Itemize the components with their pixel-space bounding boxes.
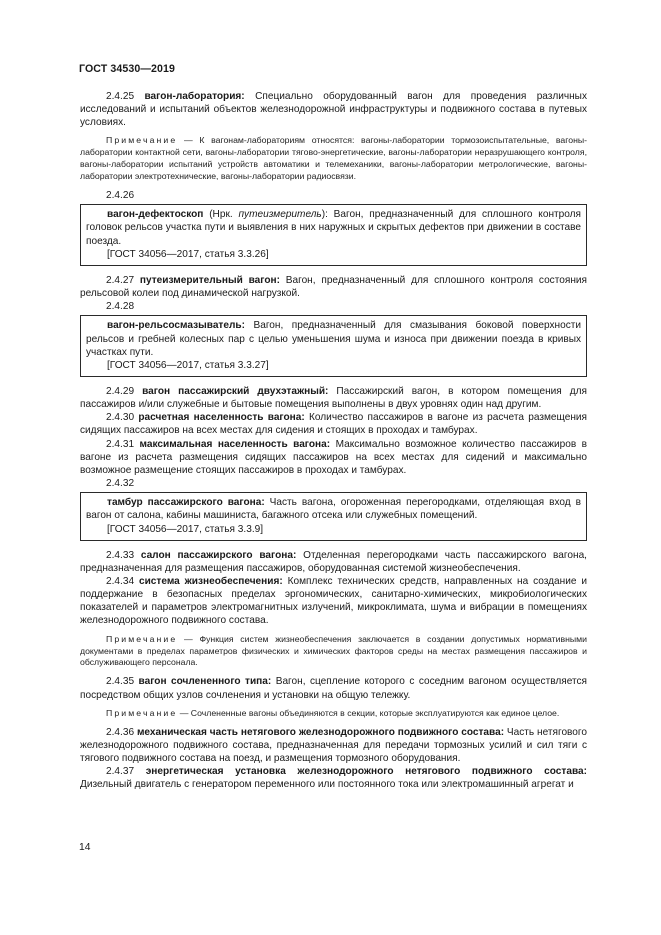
entry-number: 2.4.35 bbox=[106, 676, 135, 688]
entry-pre: (Нрк. bbox=[203, 209, 239, 221]
entry-term: энергетическая установка железнодорожного нетягового подвижного состава: bbox=[145, 766, 588, 778]
entry-2-4-34 bbox=[80, 575, 587, 628]
entry-definition: Часть нетягового железнодорожного подвижного состава, предназначенная для передачи тормозных усилий и сил тяги с тягового подвижного состава на поезд, и размещения тормозного оборудования. bbox=[80, 726, 587, 764]
entry-2-4-31 bbox=[80, 438, 587, 477]
note-label: Примечание bbox=[106, 135, 178, 146]
boxed-definition-2-4-28 bbox=[80, 315, 587, 377]
entry-number: 2.4.33 bbox=[106, 549, 135, 561]
entry-2-4-28 bbox=[86, 319, 581, 358]
note-2-4-34 bbox=[80, 634, 587, 670]
page-header: ГОСТ 34530—2019 bbox=[79, 63, 176, 75]
note-text: — Сочлененные вагоны объединяются в секции, которые эксплуатируются как единое целое. bbox=[177, 707, 560, 718]
entry-definition: Дизельный двигатель с генератором переменного или постоянного тока или электромашинный агрегат и bbox=[80, 779, 574, 791]
entry-number: 2.4.31 bbox=[106, 438, 135, 450]
note-2-4-35 bbox=[80, 708, 587, 720]
entry-term: вагон-рельсосмазыватель: bbox=[107, 320, 245, 332]
entry-2-4-30 bbox=[80, 411, 587, 437]
entry-2-4-26 bbox=[86, 208, 581, 247]
entry-number: 2.4.25 bbox=[106, 91, 135, 102]
entry-term: механическая часть нетягового железнодорожного подвижного состава: bbox=[136, 726, 505, 738]
entry-source: [ГОСТ 34056—2017, статья 3.3.9] bbox=[107, 523, 264, 535]
entry-term: путеизмерительный вагон: bbox=[139, 274, 280, 286]
entry-number: 2.4.37 bbox=[106, 766, 135, 778]
entry-term: салон пассажирского вагона: bbox=[140, 549, 297, 561]
entry-term: вагон пассажирский двухэтажный: bbox=[142, 385, 329, 397]
entry-term: вагон-дефектоскоп bbox=[107, 209, 204, 221]
entry-term: вагон-лаборатория: bbox=[144, 91, 245, 102]
entry-number-2-4-32: 2.4.32 bbox=[106, 478, 135, 490]
entry-definition: Комплекс технических средств, направленных на создание и поддержание в безопасных пределах эргономических, санитарно-химических, микробиологических показателей и параметров электромагнитных излучений, микроклимата, шума и вибрации в помещениях железнодорожного подвижного состава. bbox=[80, 576, 587, 627]
entry-term: максимальная населенность вагона: bbox=[139, 438, 331, 450]
entry-number: 2.4.34 bbox=[106, 576, 135, 587]
entry-term: система жизнеобеспечения: bbox=[138, 576, 283, 587]
entry-source: [ГОСТ 34056—2017, статья 3.3.27] bbox=[107, 359, 269, 371]
entry-source: [ГОСТ 34056—2017, статья 3.3.26] bbox=[107, 248, 269, 260]
entry-number: 2.4.29 bbox=[106, 385, 135, 397]
entry-2-4-32 bbox=[86, 496, 581, 522]
entry-definition: ): Вагон, предназначенный для сплошного контроля головок рельсов участка пути и выявления в них наружных и скрытых дефектов при движении в составе поезда. bbox=[86, 209, 581, 247]
entry-alt-term: путеизмеритель bbox=[238, 209, 322, 221]
boxed-definition-2-4-26 bbox=[80, 204, 587, 266]
note-text: — К вагонам-лабораториям относятся: вагоны-лаборатории тормозоиспытательные, вагоны-лаборатории контактной сети, вагоны-лаборатории тягово-энергетические, вагоны-лаборатории неразрушающего контроля, вагоны-лаборатории испытаний устройств автоматики и телемеханики, вагоны-лаборатории метрологические, вагоны-лаборатории электротехнические, вагоны-лаборатории радиосвязи. bbox=[80, 135, 587, 182]
entry-definition: Специально оборудованный вагон для проведения различных исследований и испытаний объектов железнодорожной инфраструктуры и подвижного состава в путевых условиях. bbox=[80, 91, 587, 129]
note-2-4-25 bbox=[80, 135, 587, 183]
entry-2-4-35 bbox=[80, 675, 587, 701]
entry-number-2-4-28: 2.4.28 bbox=[106, 301, 135, 313]
entry-definition: Вагон, предназначенный для смазывания боковой поверхности рельсов и гребней колесных пар с целью уменьшения шума и износа при движении поезда в кривых участках пути. bbox=[86, 320, 581, 358]
entry-definition: Часть вагона, огороженная перегородками, отделяющая вход в вагон от салона, кабины машиниста, багажного отсека или служебных помещений. bbox=[86, 497, 581, 522]
entry-definition: Пассажирский вагон, в котором помещения для пассажиров и/или служебные и бытовые помещения выполнены в двух уровнях один над другим. bbox=[80, 385, 588, 411]
entry-definition: Вагон, сцепление которого с соседним вагоном осуществляется посредством общих узлов сочленения и установки на общую тележку. bbox=[80, 676, 588, 701]
entry-term: вагон сочлененного типа: bbox=[138, 676, 272, 688]
entry-definition: Отделенная перегородками часть пассажирского вагона, предназначенная для размещения пассажиров, оборудованная системой жизнеобеспечения. bbox=[80, 549, 587, 574]
entry-2-4-25 bbox=[80, 90, 587, 129]
note-label: Примечание bbox=[106, 633, 178, 644]
entry-2-4-37 bbox=[80, 765, 587, 791]
entry-2-4-33 bbox=[80, 549, 587, 575]
entry-2-4-29 bbox=[80, 385, 587, 411]
entry-definition: Максимально возможное количество пассажиров в вагоне из расчета размещения сидящих пассажиров на всех местах для сидений и максимально возможное размещение стоящих пассажиров в проходах и тамбурах. bbox=[80, 438, 587, 476]
entry-number: 2.4.36 bbox=[106, 726, 135, 738]
note-text: — Функция систем жизнеобеспечения заключается в создании допустимых нормативными документами в пределах параметров физических и химических факторов среды на местах размещения пассажиров и обслуживающего персонала. bbox=[80, 633, 587, 668]
page-number: 14 bbox=[79, 842, 91, 853]
entry-number: 2.4.27 bbox=[106, 274, 135, 286]
entry-number-2-4-26: 2.4.26 bbox=[106, 190, 135, 202]
entry-number: 2.4.30 bbox=[106, 412, 135, 424]
entry-2-4-36 bbox=[80, 726, 587, 765]
boxed-definition-2-4-32 bbox=[80, 492, 587, 540]
entry-definition: Вагон, предназначенный для сплошного контроля состояния рельсовой колеи под динамической нагрузкой. bbox=[80, 274, 588, 300]
entry-term: тамбур пассажирского вагона: bbox=[107, 497, 265, 509]
entry-2-4-27 bbox=[80, 274, 587, 300]
document-body bbox=[80, 90, 587, 791]
entry-term: расчетная населенность вагона: bbox=[138, 412, 305, 424]
entry-definition: Количество пассажиров в вагоне из расчета размещения сидящих пассажиров на всех местах для сидения и стоящих в проходах и тамбурах. bbox=[80, 412, 587, 437]
note-label: Примечание bbox=[106, 707, 178, 718]
